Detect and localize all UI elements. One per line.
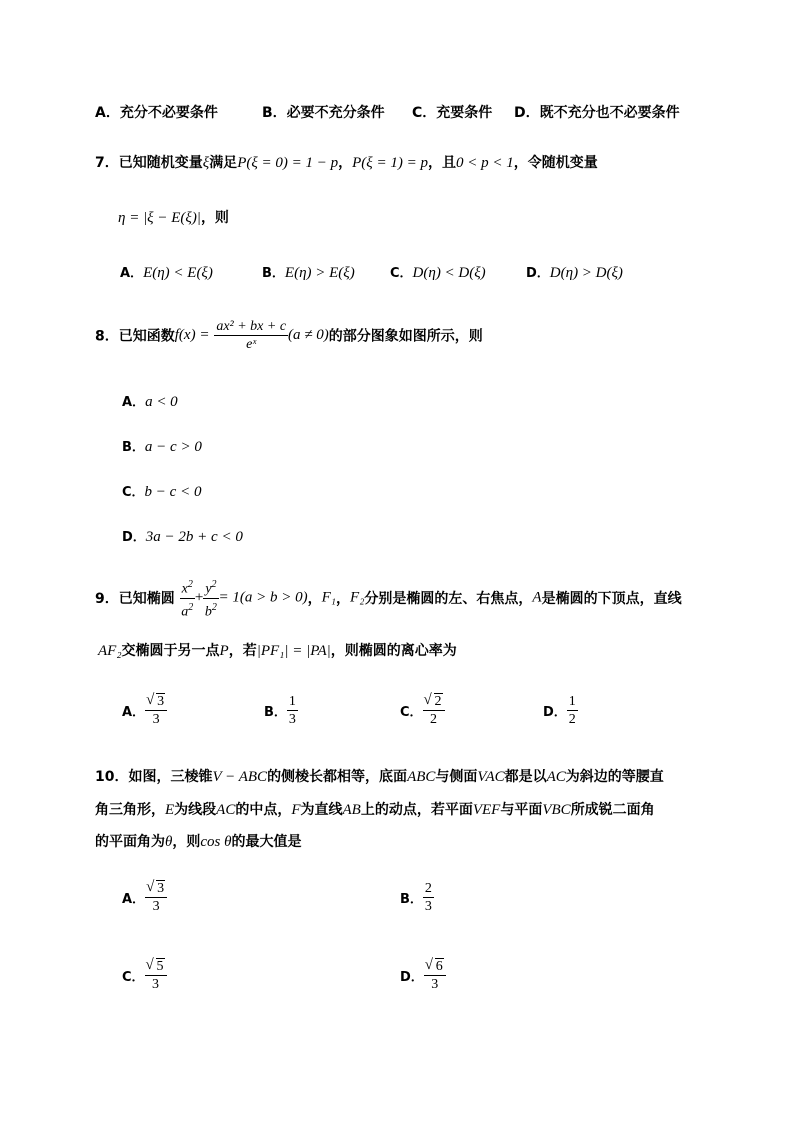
- option-fraction: [145, 958, 167, 993]
- option-formula: E(η) > E(ξ): [284, 265, 355, 281]
- q7-text: 已知随机变量: [118, 155, 203, 171]
- option-formula: 3a − 2b + c < 0: [145, 529, 243, 545]
- option-fraction: [424, 958, 446, 993]
- q6-option-b: B．必要不充分条件: [262, 105, 385, 121]
- option-formula: b − c < 0: [144, 484, 202, 500]
- option-label: A．: [120, 266, 144, 281]
- q8-function-name: f(x) =: [174, 327, 210, 343]
- option-label: D．: [400, 970, 424, 985]
- q9-text: 是椭圆的下顶点，直线: [541, 591, 682, 608]
- q10-stem-line2: [95, 799, 655, 819]
- radicand: 3: [157, 694, 165, 709]
- q7-prob-zero: P(ξ = 0) = 1 − p: [237, 155, 339, 171]
- option-label: A．: [122, 705, 146, 720]
- q10-text: 所成锐二面角: [570, 802, 655, 818]
- q10-plane-vef: VEF: [472, 802, 501, 818]
- option-label: C．: [122, 970, 145, 985]
- q10-text: 与侧面: [435, 769, 478, 785]
- q7-eta-def: η = |ξ − E(ξ)|: [118, 210, 201, 226]
- option-formula: a < 0: [145, 394, 178, 410]
- q6-option-c: C．充要条件: [412, 105, 493, 121]
- q10-option-b: [400, 880, 434, 915]
- q8-text: 的部分图象如图所示，则: [328, 328, 483, 345]
- q9-plus: +: [194, 589, 204, 606]
- q10-option-c: [122, 958, 167, 993]
- q8-numerator: ax² + bx + c: [216, 319, 287, 334]
- option-label: B．: [264, 705, 287, 720]
- q10-plane-vbc: VBC: [542, 802, 571, 818]
- option-fraction: [423, 880, 434, 915]
- q10-text: 上的动点，若平面: [360, 802, 473, 818]
- q7-text: ，: [338, 155, 353, 171]
- q9-line-af2: AF₂: [98, 643, 122, 659]
- q8-stem: [95, 318, 483, 353]
- q10-point-f: F: [291, 802, 301, 818]
- radicand: 3: [157, 881, 165, 896]
- q9-condition: |PF₁| = |PA|: [256, 643, 331, 659]
- q10-stem-line3: [95, 831, 302, 851]
- q9-vertex-a: A: [532, 589, 542, 606]
- q9-ellipse-condition: = 1(a > b > 0): [218, 589, 308, 606]
- q9-text: ，: [307, 591, 322, 608]
- numerator: 2: [424, 881, 432, 896]
- option-label: D．: [543, 705, 567, 720]
- option-label: B．: [400, 892, 423, 907]
- sqrt-symbol: [426, 958, 444, 975]
- q9-text: ，: [336, 591, 351, 608]
- option-label: D．: [122, 530, 146, 545]
- denominator: 3: [152, 977, 160, 992]
- q10-pyramid: V − ABC: [212, 769, 268, 785]
- q9-option-d: [543, 693, 578, 728]
- q9-text: ，若: [228, 643, 257, 659]
- q8-option-a: [122, 391, 178, 411]
- option-fraction: [567, 693, 578, 728]
- q7-number: 7．: [95, 155, 119, 171]
- radicand: 2: [434, 694, 442, 709]
- q7-xi: ξ: [202, 155, 210, 171]
- sqrt-symbol: [147, 880, 165, 897]
- sqrt-symbol: [147, 958, 165, 975]
- q9-focus-f1: F₁: [321, 589, 337, 606]
- option-formula: E(η) < E(ξ): [143, 265, 213, 281]
- q10-text: ，则: [172, 834, 201, 850]
- q10-segment-ac: AC: [216, 802, 236, 818]
- q9-option-b: [264, 693, 298, 728]
- denominator: 3: [288, 712, 296, 727]
- q10-side-face: VAC: [477, 769, 505, 785]
- option-label: C．: [122, 485, 145, 500]
- denominator: 2: [568, 712, 576, 727]
- q7-option-b: [262, 262, 355, 282]
- q10-text: 为线段: [174, 802, 217, 818]
- q10-text: 的最大值是: [231, 834, 302, 850]
- q7-range: 0 < p < 1: [455, 155, 514, 171]
- q8-fraction: [214, 318, 288, 353]
- denominator: 3: [431, 977, 439, 992]
- option-label: B．: [262, 266, 285, 281]
- q10-text: 为直线: [300, 802, 343, 818]
- q7-stem-line2: [118, 207, 229, 227]
- q10-theta: θ: [165, 834, 173, 850]
- denominator: 2: [430, 712, 438, 727]
- q7-option-a: [120, 262, 213, 282]
- q10-text: 如图，三棱锥: [128, 769, 213, 785]
- q8-text: 已知函数: [118, 328, 175, 345]
- denominator: 3: [152, 712, 160, 727]
- option-fraction: [287, 693, 298, 728]
- q9-point-p: P: [219, 643, 229, 659]
- sqrt-symbol: [425, 693, 443, 710]
- q10-option-d: [400, 958, 446, 993]
- q10-text: 的中点，: [235, 802, 292, 818]
- q9-number: 9．: [95, 591, 119, 608]
- q7-option-d: [526, 262, 623, 282]
- q8-option-b: [122, 436, 202, 456]
- q6-option-a: A．充分不必要条件: [95, 105, 218, 121]
- q10-text: 为斜边的等腰直: [565, 769, 664, 785]
- q9-stem-line1: [95, 576, 682, 620]
- q9-option-a: [122, 693, 167, 728]
- q7-stem-line1: [95, 152, 598, 172]
- q9-ellipse-y-term: $\frac{y^2}{b^2}$: [203, 576, 218, 620]
- q9-text: 分别是椭圆的左、右焦点，: [364, 591, 533, 608]
- option-formula: D(η) < D(ξ): [412, 265, 486, 281]
- q10-stem-line1: [95, 766, 664, 786]
- denominator: 3: [424, 899, 432, 914]
- option-label: A．: [122, 395, 146, 410]
- denominator: 3: [152, 899, 160, 914]
- option-formula: D(η) > D(ξ): [549, 265, 623, 281]
- option-label: C．: [400, 705, 423, 720]
- q10-text: 与平面: [500, 802, 543, 818]
- q9-stem-line2: [98, 640, 457, 660]
- option-label: B．: [122, 440, 145, 455]
- option-fraction: [145, 880, 167, 915]
- q8-number: 8．: [95, 328, 119, 345]
- q10-text: 的侧棱长都相等，底面: [267, 769, 408, 785]
- q10-cos-theta: cos θ: [200, 834, 232, 850]
- q10-number: 10．: [95, 769, 129, 785]
- option-formula: a − c > 0: [144, 439, 202, 455]
- q8-condition: (a ≠ 0): [288, 327, 329, 343]
- q9-ellipse-x-term: $\frac{x^2}{a^2}$: [180, 576, 195, 620]
- q7-text: ，且: [427, 155, 456, 171]
- q9-text: ，则椭圆的离心率为: [330, 643, 457, 659]
- radicand: 6: [435, 959, 443, 974]
- q10-segment-ac: AC: [546, 769, 566, 785]
- option-label: C．: [390, 266, 413, 281]
- q10-text: 的平面角为: [95, 834, 165, 850]
- q10-text: 都是以: [504, 769, 547, 785]
- q7-prob-one: P(ξ = 1) = p: [352, 155, 428, 171]
- q10-text: 角三角形，: [95, 802, 165, 818]
- option-fraction: [423, 693, 445, 728]
- radicand: 5: [156, 959, 164, 974]
- q8-option-d: [122, 526, 243, 546]
- q7-text: 满足: [209, 155, 238, 171]
- q9-focus-f2: F₂: [350, 589, 365, 606]
- q10-point-e: E: [165, 802, 175, 818]
- q6-option-d: D．既不充分也不必要条件: [514, 105, 680, 121]
- numerator: 1: [568, 694, 576, 709]
- q9-option-c: [400, 693, 445, 728]
- q7-text: ，则: [200, 210, 229, 226]
- sqrt-symbol: [147, 693, 165, 710]
- q9-text: 已知椭圆: [118, 591, 175, 608]
- option-label: D．: [526, 266, 550, 281]
- q8-option-c: [122, 481, 201, 501]
- q7-option-c: [390, 262, 486, 282]
- q10-base: ABC: [407, 769, 436, 785]
- q9-text: 交椭圆于另一点: [121, 643, 220, 659]
- q10-line-ab: AB: [342, 802, 361, 818]
- q10-option-a: [122, 880, 167, 915]
- q7-text: ，令随机变量: [513, 155, 598, 171]
- numerator: 1: [288, 694, 296, 709]
- option-fraction: [145, 693, 167, 728]
- q8-denominator: eˣ: [246, 337, 257, 352]
- option-label: A．: [122, 892, 146, 907]
